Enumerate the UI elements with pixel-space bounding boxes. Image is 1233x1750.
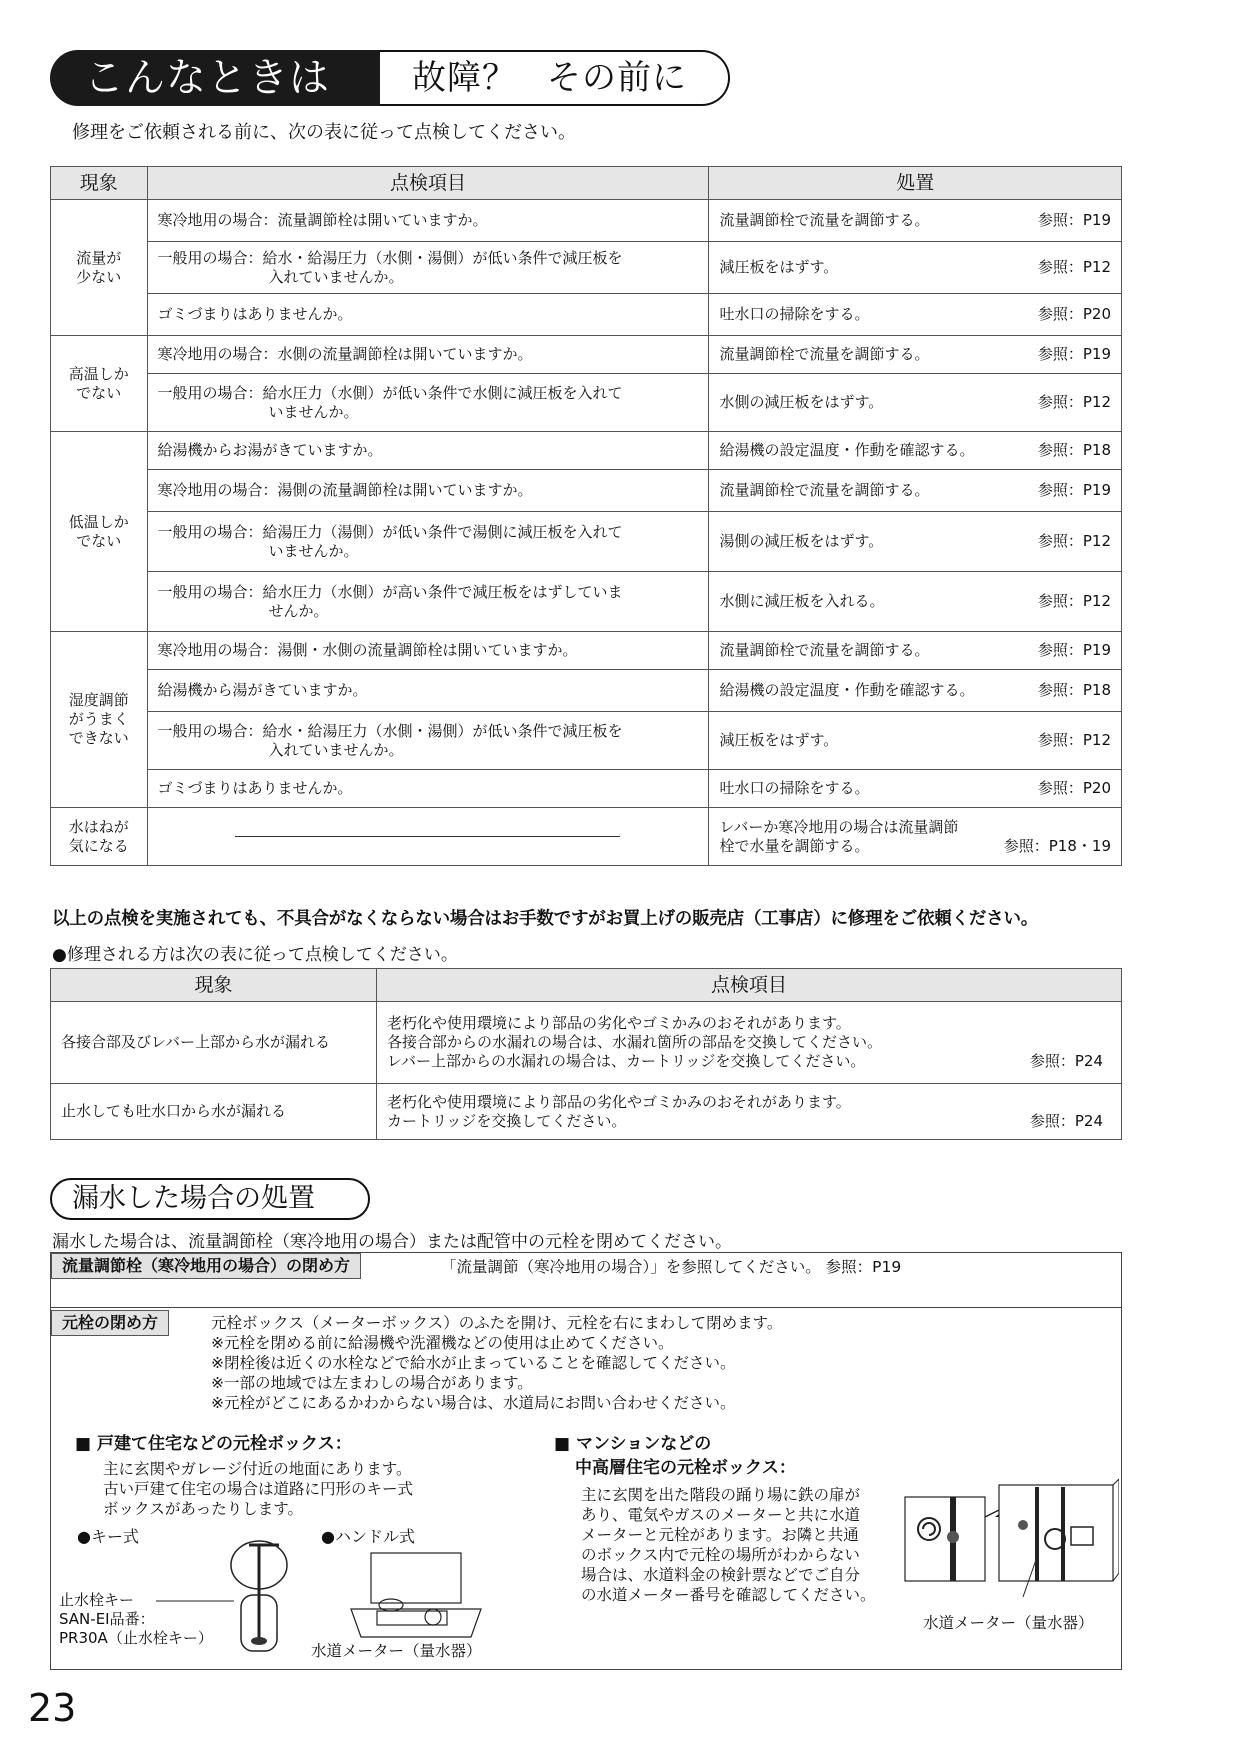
action-text: 減圧板をはずす。 xyxy=(719,258,839,276)
action-cell xyxy=(709,670,1122,712)
header-check: 点検項目 xyxy=(377,969,1122,1002)
check-cell xyxy=(147,374,709,432)
page-reference: 参照：P12 xyxy=(1037,532,1111,550)
house-line: 古い戸建て住宅の場合は道路に円形のキー式 xyxy=(103,1480,414,1498)
action-text: 給湯機の設定温度・作動を確認する。 xyxy=(719,441,975,459)
symptom-cell: 止水しても吐水口から水が漏れる xyxy=(51,1084,377,1140)
troubleshooting-table xyxy=(50,166,1122,866)
section-title-leak: 漏水した場合の処置 xyxy=(50,1178,370,1220)
check-cell xyxy=(377,1084,1122,1140)
table-row xyxy=(51,712,1122,770)
leak-intro: 漏水した場合は、流量調節栓（寒冷地用の場合）または配管中の元栓を閉めてください。 xyxy=(52,1232,732,1252)
check-text-cont: 入れていませんか。 xyxy=(268,740,404,759)
repair-note: 以上の点検を実施されても、不具合がなくならない場合はお手数ですがお買上げの販売店（工事店）に修理をご依頼ください。 xyxy=(52,909,1039,929)
page-reference: 参照：P20 xyxy=(1037,779,1111,797)
action-text: 吐水口の掃除をする。 xyxy=(719,779,870,797)
table-row xyxy=(51,294,1122,336)
divider xyxy=(51,1307,1121,1308)
check-text: 給湯機から湯がきていますか。 xyxy=(157,681,368,699)
check-cell xyxy=(147,432,709,470)
label-main-valve: 元栓の閉め方 xyxy=(51,1310,169,1336)
action-cell xyxy=(709,712,1122,770)
check-line xyxy=(387,1052,1111,1071)
symptom-cell: 低温しか でない xyxy=(51,432,148,632)
repairer-note: ●修理される方は次の表に従って点検してください。 xyxy=(52,945,458,965)
check-cell xyxy=(147,670,709,712)
check-line xyxy=(387,1112,1111,1131)
check-text-cont: いませんか。 xyxy=(268,402,359,421)
action-cell xyxy=(709,572,1122,632)
table-row xyxy=(51,470,1122,512)
check-cell xyxy=(147,572,709,632)
check-text-cont: 入れていませんか。 xyxy=(268,267,404,286)
page-reference: 参照：P19 xyxy=(1037,481,1111,499)
page-reference: 参照：P12 xyxy=(1037,731,1111,749)
header-symptom: 現象 xyxy=(51,969,377,1002)
page-reference: 参照：P19 xyxy=(1037,211,1111,229)
table-row xyxy=(51,808,1122,866)
main-valve-line: 元栓ボックス（メーターボックス）のふたを開け、元栓を右にまわして閉めます。 xyxy=(211,1314,783,1332)
page-reference: 参照：P18 xyxy=(1037,441,1111,459)
page-reference: 参照：P12 xyxy=(1037,258,1111,276)
table-row xyxy=(51,336,1122,374)
mansion-box-illustration xyxy=(903,1477,1119,1603)
action-cell xyxy=(709,770,1122,808)
main-valve-line: ※閉栓後は近くの水栓などで給水が止まっていることを確認してください。 xyxy=(211,1354,736,1372)
mansion-meter-label: 水道メーター（量水器） xyxy=(923,1614,1094,1632)
action-text: 流量調節栓で流量を調節する。 xyxy=(719,345,930,363)
page-title xyxy=(50,50,730,106)
check-text: 一般用の場合：給水・給湯圧力（水側・湯側）が低い条件で減圧板を xyxy=(157,721,623,740)
action-cell xyxy=(709,294,1122,336)
empty-dash-line xyxy=(235,836,620,837)
check-text: 寒冷地用の場合：水側の流量調節栓は開いていますか。 xyxy=(157,345,533,363)
title-main: こんなときは xyxy=(50,50,380,106)
handle-box-illustration xyxy=(341,1549,491,1649)
check-text-cont: いませんか。 xyxy=(268,541,359,560)
action-text: 水側に減圧板を入れる。 xyxy=(719,592,885,610)
mansion-line: 主に玄関を出た階段の踊り場に鉄の扉が xyxy=(581,1486,861,1504)
mansion-line: あり、電気やガスのメーターと共に水道 xyxy=(581,1506,861,1524)
check-cell xyxy=(147,712,709,770)
flow-valve-text: 「流量調節（寒冷地用の場合）」を参照してください。 参照：P19 xyxy=(441,1258,902,1276)
action-cell xyxy=(709,512,1122,572)
action-text: 水側の減圧板をはずす。 xyxy=(719,393,884,411)
check-text: 一般用の場合：給水・給湯圧力（水側・湯側）が低い条件で減圧板を xyxy=(157,248,623,267)
check-text: 寒冷地用の場合：湯側・水側の流量調節栓は開いていますか。 xyxy=(157,641,578,659)
symptom-cell: 水はねが 気になる xyxy=(51,808,148,866)
action-text: 湯側の減圧板をはずす。 xyxy=(719,532,884,550)
table-row xyxy=(51,572,1122,632)
label-flow-valve: 流量調節栓（寒冷地用の場合）の閉め方 xyxy=(51,1253,361,1279)
mansion-text xyxy=(581,1485,876,1605)
action-text: 給湯機の設定温度・作動を確認する。 xyxy=(719,681,975,699)
action-text-cont: 栓で水量を調節する。 xyxy=(719,836,870,855)
main-valve-line: ※元栓がどこにあるかわからない場合は、水道局にお問い合わせください。 xyxy=(211,1394,736,1412)
check-line xyxy=(387,1033,1111,1052)
title-sub1: 故障？ xyxy=(412,58,517,98)
mansion-heading1: ■ マンションなどの xyxy=(554,1434,712,1454)
house-heading: ■ 戸建て住宅などの元栓ボックス： xyxy=(75,1434,352,1454)
header-symptom: 現象 xyxy=(51,167,148,200)
action-cell xyxy=(709,242,1122,294)
action-text: 流量調節栓で流量を調節する。 xyxy=(719,481,930,499)
check-cell xyxy=(147,632,709,670)
check-line-text: カートリッジを交換してください。 xyxy=(387,1111,627,1130)
action-cell xyxy=(709,632,1122,670)
table-row xyxy=(51,432,1122,470)
action-text: 減圧板をはずす。 xyxy=(719,731,839,749)
leak-panel xyxy=(50,1252,1122,1670)
handle-type-label: ●ハンドル式 xyxy=(321,1527,415,1546)
house-line: ボックスがあったりします。 xyxy=(103,1500,303,1518)
title-sub2: その前に xyxy=(547,58,687,98)
key-label-line-pointer xyxy=(156,1598,236,1604)
mansion-line: メーターと元栓があります。お隣と共通 xyxy=(581,1526,859,1544)
mansion-line: のボックス内で元栓の場所がわからない xyxy=(581,1546,860,1564)
table-row xyxy=(51,670,1122,712)
action-cell xyxy=(709,336,1122,374)
title-sub xyxy=(380,50,730,106)
action-cell xyxy=(709,470,1122,512)
check-line-text: レバー上部からの水漏れの場合は、カートリッジを交換してください。 xyxy=(387,1052,866,1070)
house-line: 主に玄関やガレージ付近の地面にあります。 xyxy=(103,1460,412,1478)
check-cell xyxy=(147,512,709,572)
page-number: 23 xyxy=(28,1686,77,1730)
check-cell xyxy=(147,336,709,374)
symptom-cell: 各接合部及びレバー上部から水が漏れる xyxy=(51,1002,377,1084)
key-label-line: 止水栓キー xyxy=(59,1591,135,1609)
check-text: 寒冷地用の場合：流量調節栓は開いていますか。 xyxy=(157,211,488,229)
table-row xyxy=(51,770,1122,808)
check-text: ゴミづまりはありませんか。 xyxy=(157,779,353,797)
action-text: 流量調節栓で流量を調節する。 xyxy=(719,641,930,659)
action-text: 吐水口の掃除をする。 xyxy=(719,305,870,323)
action-cell xyxy=(709,432,1122,470)
key-label-line: SAN-EI品番： xyxy=(59,1610,155,1628)
check-line-text: 老朽化や使用環境により部品の劣化やゴミかみのおそれがあります。 xyxy=(387,1092,851,1111)
page-reference: 参照：P18・19 xyxy=(1003,836,1111,855)
check-text-cont: せんか。 xyxy=(268,601,329,620)
symptom-cell: 湿度調節 がうまく できない xyxy=(51,632,148,808)
header-check: 点検項目 xyxy=(147,167,709,200)
check-text: 給湯機からお湯がきていますか。 xyxy=(157,441,383,459)
action-text: レバーか寒冷地用の場合は流量調節 xyxy=(719,817,959,836)
mansion-line: 場合は、水道料金の検針票などでご自分 xyxy=(581,1566,861,1584)
check-text: 寒冷地用の場合：湯側の流量調節栓は開いていますか。 xyxy=(157,481,533,499)
check-cell xyxy=(147,294,709,336)
header-action: 処置 xyxy=(709,167,1122,200)
table-row xyxy=(51,242,1122,294)
check-cell xyxy=(147,470,709,512)
check-line xyxy=(387,1093,1111,1112)
page-reference: 参照：P19 xyxy=(1037,345,1111,363)
repair-table xyxy=(50,968,1122,1140)
house-text xyxy=(103,1459,413,1519)
main-valve-line: ※一部の地域では左まわしの場合があります。 xyxy=(211,1374,533,1392)
check-cell xyxy=(147,200,709,242)
check-text: 一般用の場合：給水圧力（水側）が低い条件で水側に減圧板を入れて xyxy=(157,383,623,402)
check-text: 一般用の場合：給水圧力（水側）が高い条件で減圧板をはずしていま xyxy=(157,582,623,601)
action-cell xyxy=(709,374,1122,432)
page-reference: 参照：P24 xyxy=(1029,1052,1103,1070)
table-row xyxy=(51,512,1122,572)
key-label-line: PR30A（止水栓キー） xyxy=(59,1629,213,1647)
table-row xyxy=(51,1084,1122,1140)
table-row xyxy=(51,1002,1122,1084)
symptom-cell: 高温しか でない xyxy=(51,336,148,432)
table-row xyxy=(51,374,1122,432)
check-cell xyxy=(147,242,709,294)
main-valve-text xyxy=(211,1313,782,1413)
mansion-heading2: 中高層住宅の元栓ボックス： xyxy=(575,1458,796,1478)
check-text: ゴミづまりはありませんか。 xyxy=(157,305,353,323)
page-reference: 参照：P12 xyxy=(1037,592,1111,610)
page-reference: 参照：P24 xyxy=(1029,1111,1103,1130)
action-text: 流量調節栓で流量を調節する。 xyxy=(719,211,930,229)
key-type-label: ●キー式 xyxy=(77,1527,139,1546)
check-cell xyxy=(147,808,709,866)
action-cell xyxy=(709,808,1122,866)
main-valve-line: ※元栓を閉める前に給湯機や洗濯機などの使用は止めてください。 xyxy=(211,1334,674,1352)
check-line-text: 老朽化や使用環境により部品の劣化やゴミかみのおそれがあります。 xyxy=(387,1014,851,1032)
table-row xyxy=(51,632,1122,670)
page-reference: 参照：P19 xyxy=(1037,641,1111,659)
symptom-cell: 流量が 少ない xyxy=(51,200,148,336)
check-cell xyxy=(147,770,709,808)
table-row xyxy=(51,200,1122,242)
mansion-line: の水道メーター番号を確認してください。 xyxy=(581,1586,876,1604)
house-meter-label: 水道メーター（量水器） xyxy=(311,1642,482,1660)
check-line-text: 各接合部からの水漏れの場合は、水漏れ箇所の部品を交換してください。 xyxy=(387,1033,883,1051)
check-text: 一般用の場合：給湯圧力（湯側）が低い条件で湯側に減圧板を入れて xyxy=(157,522,623,541)
action-cell xyxy=(709,200,1122,242)
page-reference: 参照：P12 xyxy=(1037,393,1111,411)
check-cell xyxy=(377,1002,1122,1084)
page-reference: 参照：P20 xyxy=(1037,305,1111,323)
intro-text: 修理をご依頼される前に、次の表に従って点検してください。 xyxy=(72,122,576,143)
check-line xyxy=(387,1014,1111,1033)
page-reference: 参照：P18 xyxy=(1037,681,1111,699)
